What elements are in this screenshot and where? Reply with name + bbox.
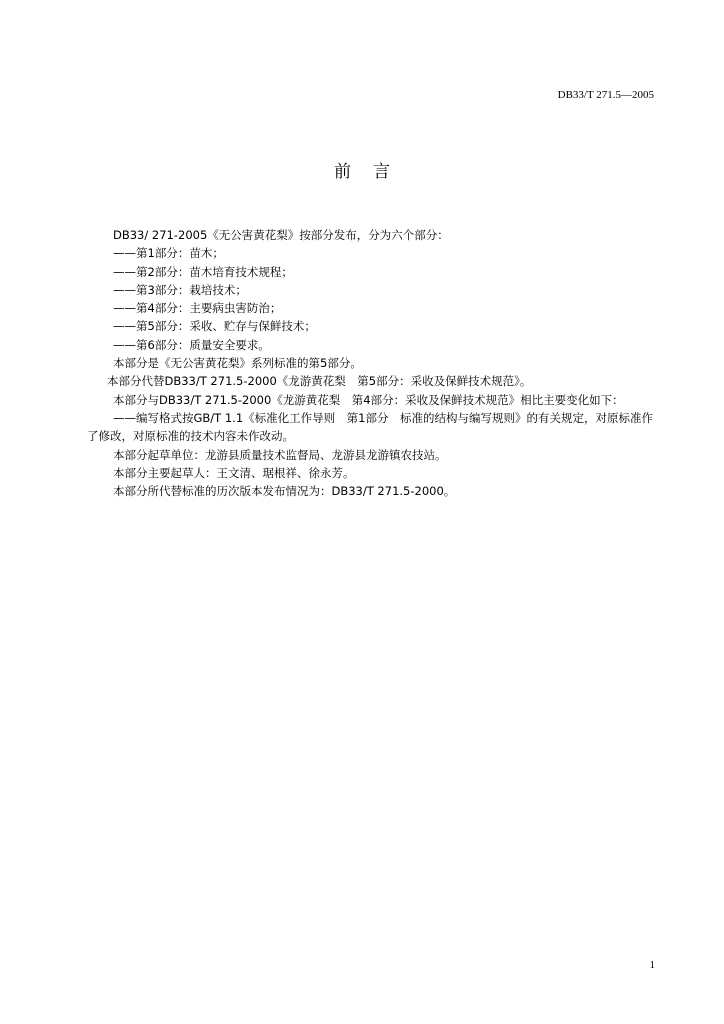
standard-code: DB33/T 271.5—2005 [557,89,654,101]
part-item-3: ——第3部分：栽培技术； [113,282,247,297]
history-paragraph: 本部分所代替标准的历次版本发布情况为：DB33/T 271.5-2000。 [113,484,456,499]
changes-intro-paragraph: 本部分与DB33/T 271.5-2000《龙游黄花梨 第4部分：采收及保鲜技术规范》相比主要变化如下： [113,392,624,407]
part-item-6: ——第6部分：质量安全要求。 [113,337,270,352]
part-item-1: ——第1部分：苗木； [113,246,224,261]
part-item-4: ——第4部分：主要病虫害防治； [113,301,282,316]
page-number: 1 [649,959,655,971]
part-item-2: ——第2部分：苗木培育技术规程； [113,264,293,279]
foreword-body [87,226,657,500]
page-title: 前言 [334,162,412,182]
part-item-5: ——第5部分：采收、贮存与保鲜技术； [113,319,316,334]
series-note-paragraph: 本部分是《无公害黄花梨》系列标准的第5部分。 [113,356,362,371]
changes-item-paragraph: ——编写格式按GB/T 1.1《标准化工作导则 第1部分 标准的结构与编写规则》的有关规定，对原标准作了修改，对原标准的技术内容未作改动。 [87,410,653,444]
intro-paragraph: DB33/ 271-2005《无公害黄花梨》按部分发布，分为六个部分： [113,228,449,242]
replaces-paragraph: 本部分代替DB33/T 271.5-2000《龙游黄花梨 第5部分：采收及保鲜技术规范》。 [107,374,532,389]
drafters-paragraph: 本部分主要起草人：王文清、琚根祥、徐永芳。 [113,465,355,480]
drafting-unit-paragraph: 本部分起草单位：龙游县质量技术监督局、龙游县龙游镇农技站。 [113,447,447,462]
